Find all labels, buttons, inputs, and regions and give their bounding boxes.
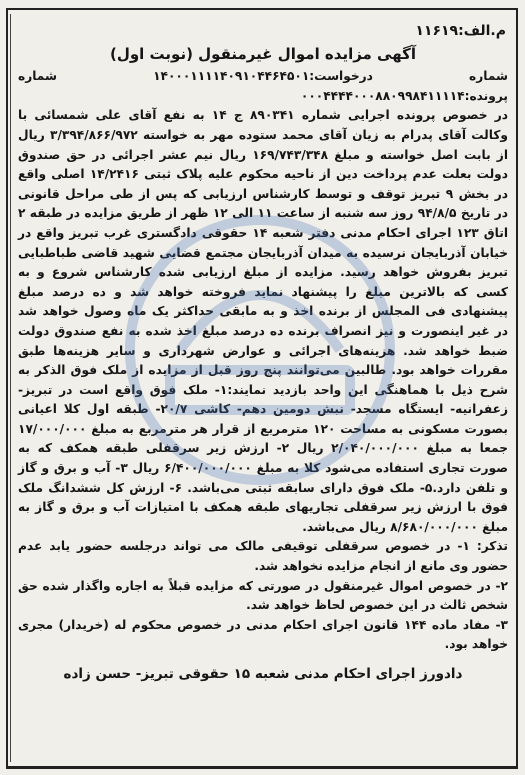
note-1: تذکر: ۱- در خصوص سرقفلی توقیفی مالک می تواند درجلسه حضور یابد عدم حضور وی مانع از انجام مزایده نخواهد شد. [18, 539, 508, 574]
request-number-line: شماره درخواست:۱۴۰۰۰۱۱۱۱۴۰۹۱۰۴۴۶۴۵۰۱ شماره پرونده:۰۰۰۴۴۴۴۰۰۰۸۸۰۹۹۸۴۱۱۱۱۴ [18, 69, 508, 103]
bottom-border [6, 766, 518, 769]
notice-body: در خصوص پرونده اجرایی شماره ۸۹۰۳۴۱ ج ۱۴ به نفع آقای علی شمسائی با وکالت آقای پدرام به زیان آقای محمد ستوده مهر به خواسته ۳/۳۹۴/۸۶۶/۹۷۲ ریال از بابت اصل خواسته و مبلغ ۱۶۹/۷۴۳/۳۴۸ ریال نیم عشر اجرائی در حق صندوق دولت بعلت عدم پرداخت دین از ناحیه محکوم علیه پلاک ثبتی ۱۴/۲۴۱۶ اصلی واقع در بخش ۹ تبریز توقف و توسط کارشناس ارزیابی که پس از طی مراحل قانونی در تاریخ ۹۴/۸/۵ روز سه شنبه از ساعت ۱۱ الی ۱۲ ظهر از طریق مزایده در طبقه ۲ اتاق ۱۲۳ اجرای احکام مدنی دفتر شعبه ۱۴ حقوقی دادگستری غرب تبریز واقع در خیابان آذربایجان نرسیده به میدان آذربایجان مجتمع قضایی شهید قاضی طباطبایی تبریز بفروش خواهد رسید. مزایده از مبلغ ارزیابی شده کارشناس شروع و به کسی که بالاترین مبلغ را پیشنهاد نماید فروخته خواهد شد و ده درصد مبلغ پیشنهادی فی المجلس از برنده اخذ و به مابقی حداکثر یک ماه وصول خواهد شد در غیر اینصورت و نیز انصراف برنده ده درصد مبلغ اخذ شده به نفع صندوق دولت ضبط خواهد شد. هزینه‌های اجرائی و عوارض شهرداری و سایر هزینه‌ها طبق مقررات خواهد بود. طالبین می‌توانند پنج روز قبل از مزایده از ملک فوق الذکر به شرح ذیل با هماهنگی این واحد بازدید نمایند:۱- ملک فوق واقع است در تبریز- زعفرانیه- ایستگاه مسجد- نبش دومین دهم- کاشی ۲۰/۷- طبقه اول کلا اعیانی بصورت مسکونی به مساحت ۱۲۰ مترمربع از قرار هر مترمربع به مبلغ ۱۷/۰۰۰/۰۰۰ جمعا به مبلغ ۲/۰۴۰/۰۰۰/۰۰۰ ریال ۲- ارزش زیر سرقفلی طبقه همکف که به صورت تجاری استفاده می‌شود کلا به مبلغ ۶/۴۰۰/۰۰۰/۰۰۰ ریال ۳- آب و برق و گاز و تلفن دارد.۵- ملک فوق دارای سابقه ثبتی می‌باشد. ۶- ارزش کل ششدانگ ملک فوق با ارزش زیر سرقفلی تجاریهای طبقه همکف با امتیازات آب و برق و گاز به مبلغ ۸/۶۸۰/۰۰۰/۰۰۰ ریال می‌باشد. [18, 108, 509, 534]
signature-line: دادورز اجرای احکام مدنی شعبه ۱۵ حقوقی تبریز- حسن زاده [63, 666, 463, 682]
reference-number: م.الف:۱۱۶۱۹ [415, 23, 506, 39]
auction-notice [18, 22, 508, 762]
note-2: ۲- در خصوص اموال غیرمنقول در صورتی که مزایده قبلاً به اجاره واگذار شده حق شخص ثالث در این خصوص لحاظ خواهد شد. [18, 578, 508, 613]
notice-title: آگهی مزایده اموال غیرمنقول (نوبت اول) [109, 44, 417, 63]
note-3: ۳- مفاد ماده ۱۴۴ قانون اجرای احکام مدنی در خصوص محکوم له (خریدار) مجری خواهد بود. [18, 617, 508, 652]
